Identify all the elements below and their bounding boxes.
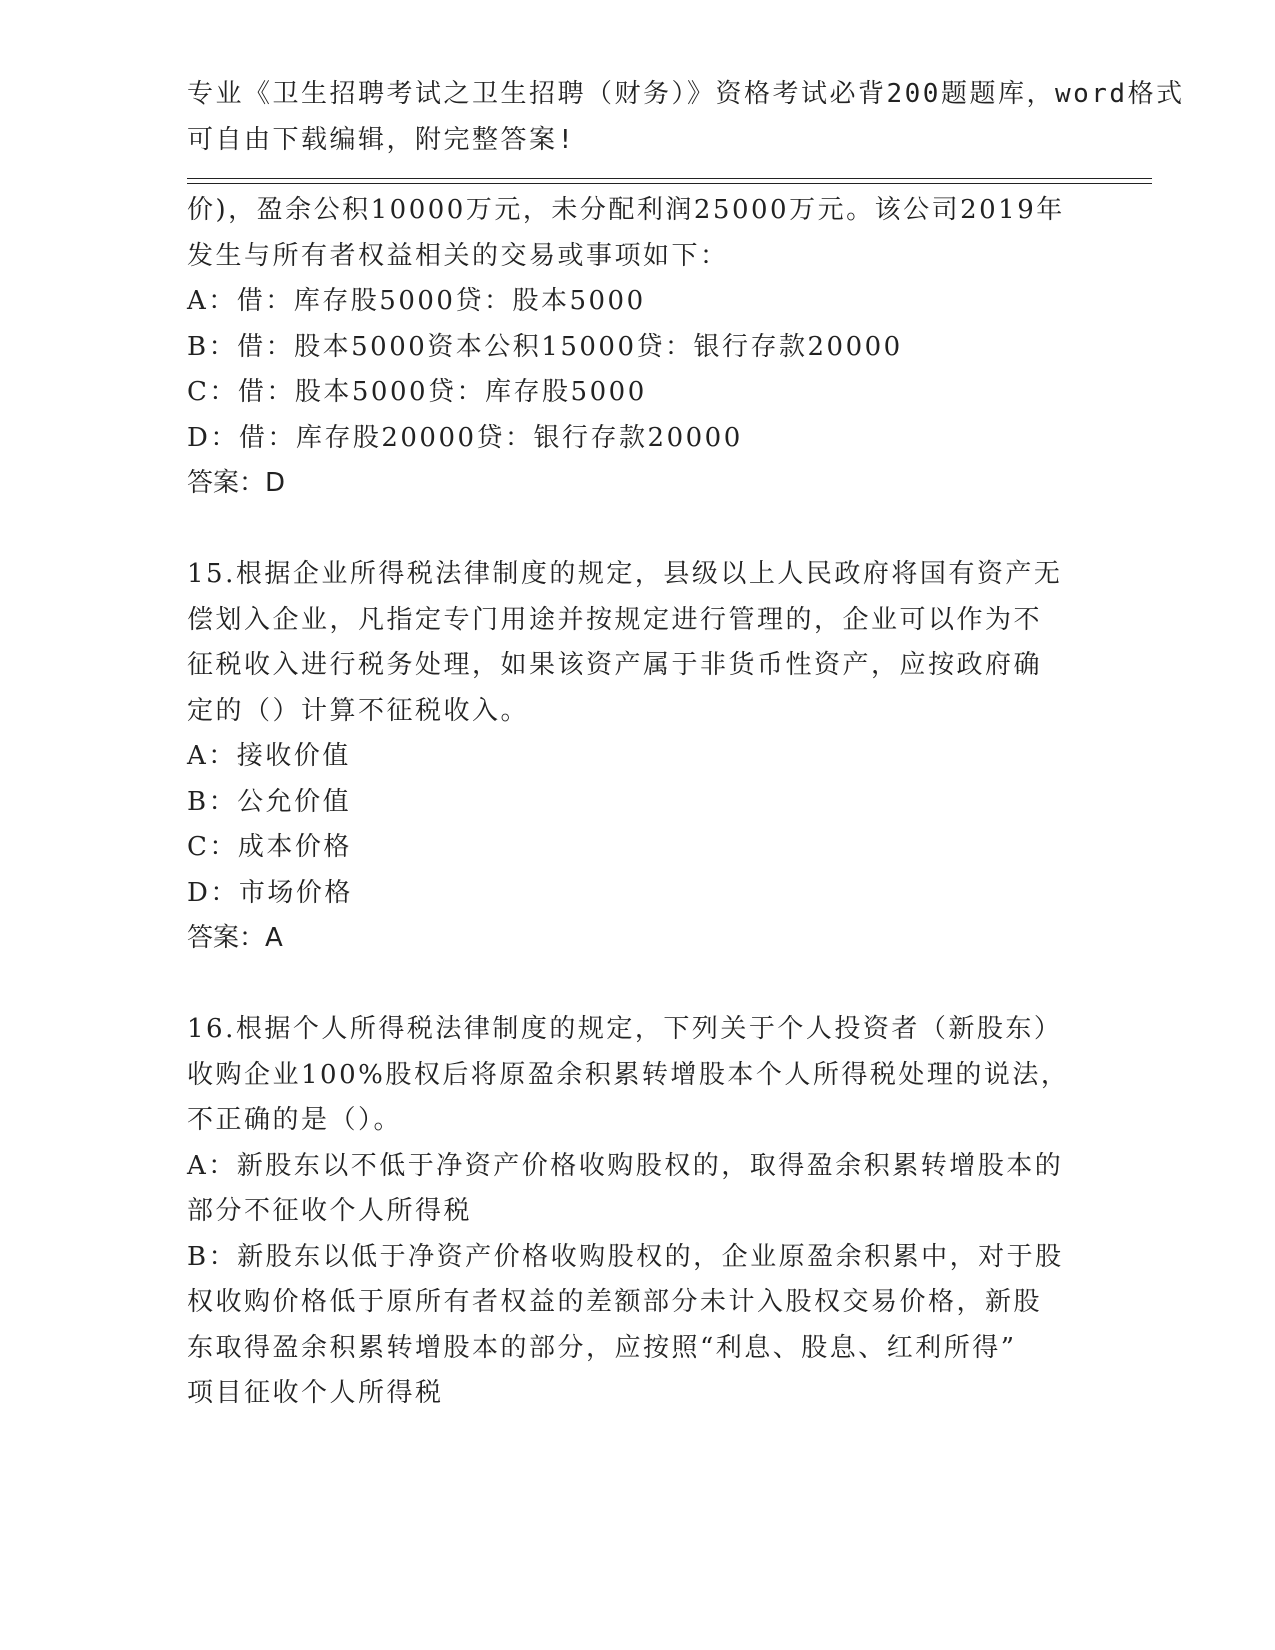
page-header	[187, 72, 1185, 163]
header-divider-top	[187, 178, 1152, 179]
question-stem-line: 价)，盈余公积10000万元，未分配利润25000万元。该公司2019年	[187, 195, 1065, 225]
option-b-line: B：新股东以低于净资产价格收购股权的，企业原盈余积累中，对于股	[187, 1241, 1064, 1272]
question-stem-line: 15.根据企业所得税法律制度的规定，县级以上人民政府将国有资产无	[187, 559, 1063, 589]
option-a: A：接收价值	[187, 741, 351, 771]
option-b-line: 项目征收个人所得税	[187, 1378, 444, 1408]
header-line-1: 专业《卫生招聘考试之卫生招聘（财务）》资格考试必背200题题库，word格式	[187, 79, 1185, 109]
header-line-2: 可自由下载编辑，附完整答案!	[187, 124, 576, 155]
answer-label: 答案：A	[187, 923, 283, 953]
question-stem-line: 不正确的是（）。	[187, 1105, 403, 1135]
question-stem-line: 发生与所有者权益相关的交易或事项如下：	[187, 240, 729, 271]
question-14	[187, 188, 1087, 507]
option-b-line: 东取得盈余积累转增股本的部分，应按照“利息、股息、红利所得”	[187, 1332, 1017, 1363]
question-stem-line: 16.根据个人所得税法律制度的规定，下列关于个人投资者（新股东）	[187, 1014, 1063, 1044]
question-stem-line: 收购企业100%股权后将原盈余积累转增股本个人所得税处理的说法，	[187, 1059, 1070, 1090]
document-body	[187, 188, 1087, 1417]
question-stem-line: 定的（）计算不征税收入。	[187, 695, 530, 726]
question-stem-line: 偿划入企业，凡指定专门用途并按规定进行管理的，企业可以作为不	[187, 604, 1043, 635]
option-b: B：公允价值	[187, 786, 352, 817]
option-c: C：借：股本5000贷：库存股5000	[187, 377, 647, 407]
spacer	[187, 962, 1087, 1008]
option-d: D：借：库存股20000贷：银行存款20000	[187, 422, 743, 453]
option-d: D：市场价格	[187, 877, 353, 908]
question-16	[187, 1007, 1087, 1417]
option-b-line: 权收购价格低于原所有者权益的差额部分未计入股权交易价格，新股	[187, 1287, 1043, 1317]
option-c: C：成本价格	[187, 832, 352, 862]
question-stem-line: 征税收入进行税务处理，如果该资产属于非货币性资产，应按政府确	[187, 650, 1043, 680]
option-a-line: 部分不征收个人所得税	[187, 1196, 473, 1226]
option-a-line: A：新股东以不低于净资产价格收购股权的，取得盈余积累转增股本的	[187, 1150, 1064, 1181]
spacer	[187, 507, 1087, 553]
option-b: B：借：股本5000资本公积15000贷：银行存款20000	[187, 331, 903, 362]
header-divider-bottom	[187, 183, 1152, 184]
answer-label: 答案：D	[187, 468, 286, 498]
question-15	[187, 552, 1087, 962]
option-a: A：借：库存股5000贷：股本5000	[187, 286, 646, 316]
